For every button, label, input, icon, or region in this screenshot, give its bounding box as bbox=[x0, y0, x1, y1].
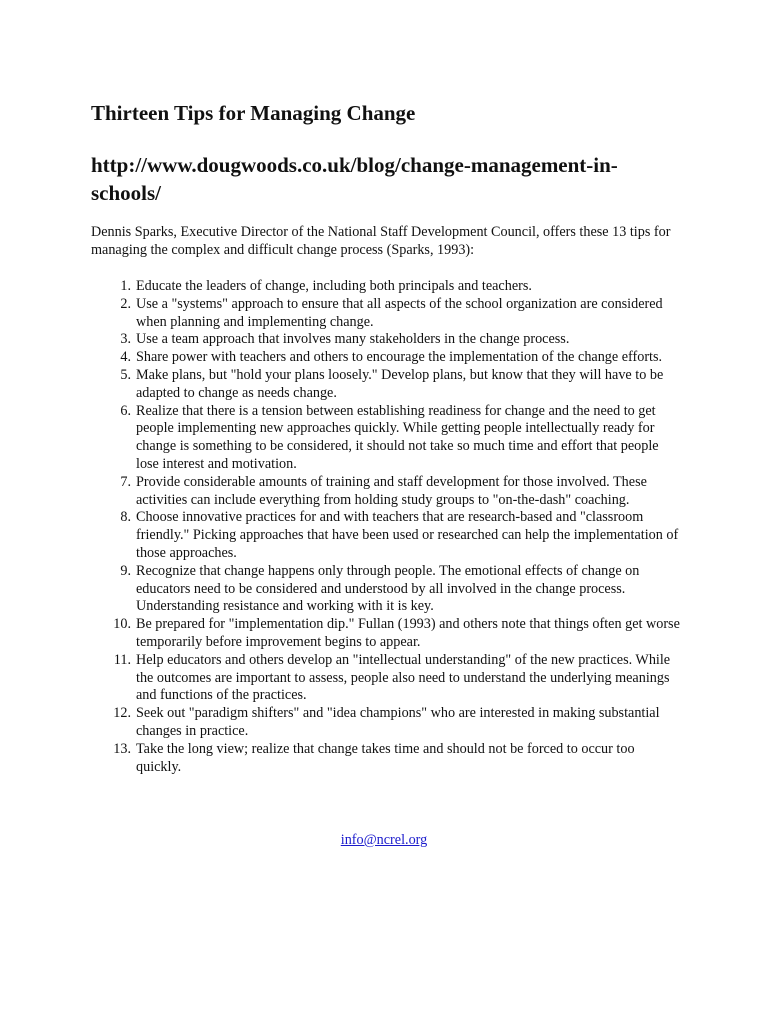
list-item-number: 7. bbox=[120, 473, 131, 490]
list-item-text: Help educators and others develop an "intellectual understanding" of the new practices. While the outcomes are important to assess, people also need to understand the underlying meanings and functions of the practices. bbox=[136, 651, 671, 704]
contact-email-link[interactable]: info@ncrel.org bbox=[340, 832, 428, 848]
list-item-number: 9. bbox=[120, 562, 131, 579]
list-item-number: 1. bbox=[120, 278, 131, 294]
list-item-number: 5. bbox=[120, 366, 131, 383]
list-item-number: 8. bbox=[120, 509, 131, 526]
contact-footer bbox=[0, 832, 768, 850]
page-title: Thirteen Tips for Managing Change bbox=[91, 101, 416, 125]
list-item bbox=[91, 278, 681, 296]
list-item-number: 12. bbox=[113, 705, 131, 722]
list-item-number: 2. bbox=[120, 295, 131, 312]
list-item bbox=[91, 474, 681, 510]
list-item-text: Educate the leaders of change, including both principals and teachers. bbox=[136, 278, 532, 294]
list-item-number: 11. bbox=[113, 651, 131, 668]
source-url-heading: http://www.dougwoods.co.uk/blog/change-management-in-schools/ bbox=[91, 153, 618, 205]
list-item-text: Seek out "paradigm shifters" and "idea champions" who are interested in making substantial changes in practice. bbox=[136, 705, 660, 739]
list-item-text: Use a "systems" approach to ensure that all aspects of the school organization are considered when planning and implementing change. bbox=[136, 295, 663, 330]
list-item-number: 3. bbox=[120, 331, 131, 348]
tips-list bbox=[91, 278, 681, 776]
list-item-text: Recognize that change happens only through people. The emotional effects of change on educators need to be considered and understood by all involved in the change process. Understanding resistance and working with it is key. bbox=[136, 562, 640, 615]
list-item bbox=[91, 652, 681, 705]
list-item-number: 6. bbox=[120, 402, 131, 419]
list-item bbox=[91, 331, 681, 349]
list-item-text: Use a team approach that involves many stakeholders in the change process. bbox=[136, 331, 570, 348]
list-item bbox=[91, 367, 681, 403]
list-item bbox=[91, 616, 681, 652]
list-item bbox=[91, 741, 681, 777]
list-item-text: Share power with teachers and others to encourage the implementation of the change efforts. bbox=[136, 349, 663, 366]
list-item bbox=[91, 296, 681, 332]
list-item-text: Make plans, but "hold your plans loosely." Develop plans, but know that they will have to be adapted to change as needs change. bbox=[136, 366, 664, 401]
list-item-number: 13. bbox=[113, 740, 131, 757]
list-item-text: Take the long view; realize that change takes time and should not be forced to occur too quickly. bbox=[136, 740, 635, 775]
list-item-number: 10. bbox=[113, 616, 131, 633]
list-item-number: 4. bbox=[120, 349, 131, 366]
list-item-text: Be prepared for "implementation dip." Fullan (1993) and others note that things often get worse temporarily before improvement begins to appear. bbox=[136, 616, 680, 650]
list-item-text: Provide considerable amounts of training and staff development for those involved. These activities can include everything from holding study groups to "on-the-dash" coaching. bbox=[136, 473, 647, 508]
list-item-text: Choose innovative practices for and with teachers that are research-based and "classroom friendly." Picking approaches that have been used or researched can help the implementation of those approaches. bbox=[136, 509, 679, 561]
list-item bbox=[91, 509, 681, 562]
intro-paragraph: Dennis Sparks, Executive Director of the National Staff Development Council, offers these 13 tips for managing the complex and difficult change process (Sparks, 1993): bbox=[91, 224, 671, 258]
list-item bbox=[91, 705, 681, 741]
list-item-text: Realize that there is a tension between establishing readiness for change and the need to get people implementing new approaches quickly. While getting people intellectually ready for change is something to be considered, it should not take so much time and effort that people lose interest and motivation. bbox=[136, 402, 659, 472]
list-item bbox=[91, 349, 681, 367]
list-item bbox=[91, 563, 681, 616]
list-item bbox=[91, 403, 681, 474]
